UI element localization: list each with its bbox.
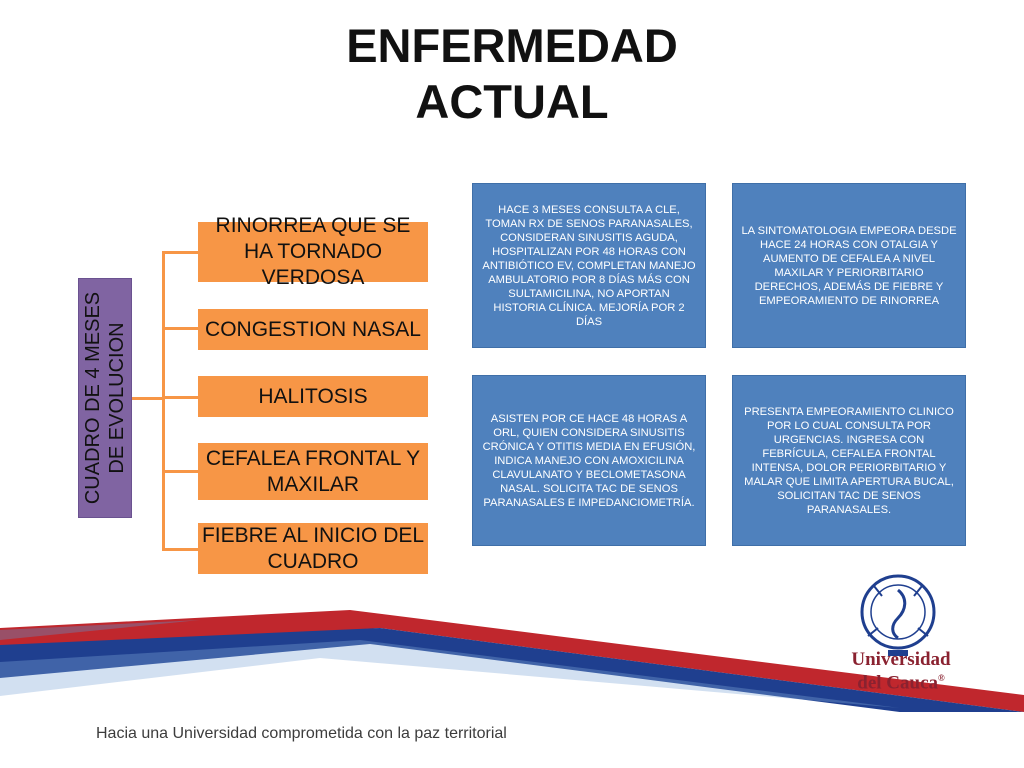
university-name-line-2-text: del Cauca [857, 672, 938, 694]
connector-branch-1 [162, 251, 198, 254]
history-box-1: HACE 3 MESES CONSULTA A CLE, TOMAN RX DE SENOS PARANASALES, CONSIDERAN SINUSITIS AGUDA, HOSPITALIZAN POR 48 HORAS CON ANTIBIÓTICO EV, COMPLETAN MANEJO AMBULATORIO POR 8 DÍAS MÁS CON SULTAMICILINA, NO APORTAN HISTORIA CLÍNICA. MEJORÍA POR 2 DÍAS [472, 183, 706, 348]
title-line-2: ACTUAL [415, 75, 609, 128]
symptom-rinorrea: RINORREA QUE SE HA TORNADO VERDOSA [198, 222, 428, 282]
university-name-line-1: Universidad [851, 649, 951, 670]
symptom-cefalea: CEFALEA FRONTAL Y MAXILAR [198, 443, 428, 500]
symptom-halitosis: HALITOSIS [198, 376, 428, 417]
connector-branch-2 [162, 327, 198, 330]
slide-title [262, 18, 762, 130]
evolution-label-box [78, 278, 132, 518]
history-box-3: ASISTEN POR CE HACE 48 HORAS A ORL, QUIEN CONSIDERA SINUSITIS CRÓNICA Y OTITIS MEDIA EN EFUSIÓN, INDICA MANEJO CON AMOXICILINA CLAVULANATO Y BECLOMETASONA NASAL. SOLICITA TAC DE SENOS PARANASALES E IMPEDANCIOMETRÍA. [472, 375, 706, 546]
connector-branch-4 [162, 470, 198, 473]
history-box-4: PRESENTA EMPEORAMIENTO CLINICO POR LO CUAL CONSULTA POR URGENCIAS. INGRESA CON FEBRÍCULA, CEFALEA FRONTAL INTENSA, DOLOR PERIORBITARIO Y MALAR QUE LIMITA APERTURA BUCAL, SOLICITAN TAC DE SENOS PARANASALES. [732, 375, 966, 546]
connector-spine [162, 252, 165, 550]
symptom-fiebre: FIEBRE AL INICIO DEL CUADRO [198, 523, 428, 574]
university-name [836, 650, 966, 692]
title-line-1: ENFERMEDAD [346, 19, 678, 72]
connector-branch-5 [162, 548, 198, 551]
registered-mark: ® [938, 673, 945, 683]
connector-stem [132, 397, 164, 400]
footer-slogan: Hacia una Universidad comprometida con la paz territorial [96, 725, 507, 742]
evolution-label: CUADRO DE 4 MESES DE EVOLUCION [82, 291, 128, 505]
history-box-2: LA SINTOMATOLOGIA EMPEORA DESDE HACE 24 HORAS CON OTALGIA Y AUMENTO DE CEFALEA A NIVEL MAXILAR Y PERIORBITARIO DERECHOS, ADEMÁS DE FIEBRE Y EMPEORAMIENTO DE RINORREA [732, 183, 966, 348]
connector-branch-3 [162, 396, 198, 399]
university-name-line-2 [836, 669, 966, 692]
symptom-congestion: CONGESTION NASAL [198, 309, 428, 350]
